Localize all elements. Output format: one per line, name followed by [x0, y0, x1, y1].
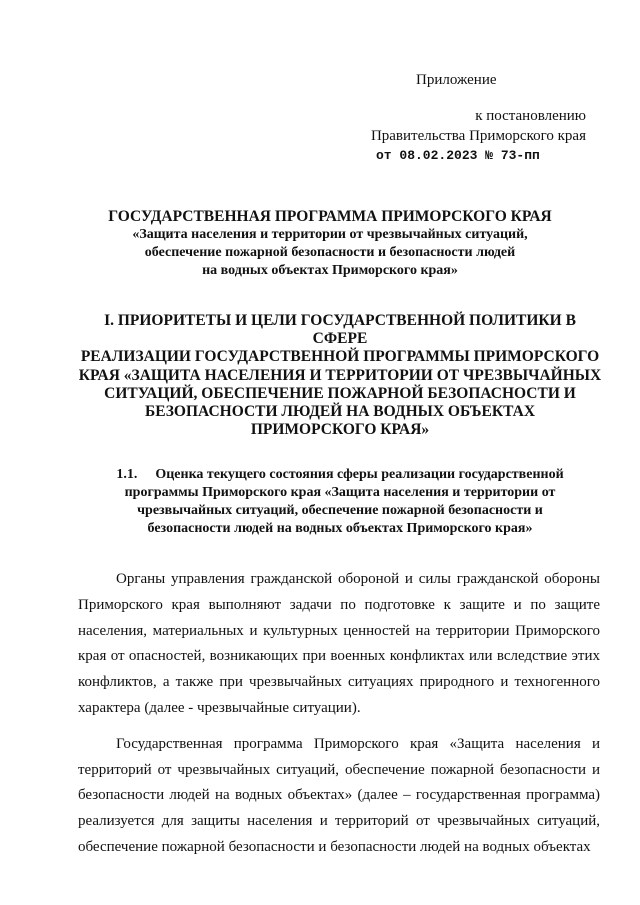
appendix-title: Приложение [416, 72, 497, 88]
section-heading-line: СИТУАЦИЙ, ОБЕСПЕЧЕНИЕ ПОЖАРНОЙ БЕЗОПАСНОСТИ И [104, 384, 576, 402]
subsection-heading [92, 466, 588, 538]
subsection-first-line [92, 466, 588, 484]
subsection-number: 1.1. [116, 467, 138, 482]
program-title-main: ГОСУДАРСТВЕННАЯ ПРОГРАММА ПРИМОРСКОГО КРАЯ [108, 208, 552, 225]
body-paragraph: Органы управления гражданской обороной и силы гражданской обороны Приморского края выполняют задачи по подготовке к защите и по защите населения, материальных и культурных ценностей на территории Приморского края от опасностей, возникающих при военных конфликтах или вследствие этих конфликтов, а также при чрезвычайных ситуациях природного и техногенного характера (далее - чрезвычайные ситуации). [78, 571, 600, 716]
body-text [78, 567, 600, 861]
appendix-gap [346, 90, 586, 106]
program-title-line: обеспечение пожарной безопасности и безопасности людей [144, 245, 516, 260]
appendix-decree-number: от 08.02.2023 № 73-пп [376, 148, 540, 163]
section-heading-line: БЕЗОПАСНОСТИ ЛЮДЕЙ НА ВОДНЫХ ОБЪЕКТАХ [144, 403, 536, 421]
program-title-line: «Защита населения и территории от чрезвычайных ситуаций, [132, 227, 528, 242]
subsection-line: программы Приморского края «Защита населения и территории от [124, 485, 556, 500]
body-paragraph: Государственная программа Приморского края «Защита населения и территорий от чрезвычайных ситуаций, обеспечение пожарной безопасности и безопасности людей на водных объектах» (далее – государственная программа) реализуется для защиты населения и территорий от чрезвычайных ситуаций, обеспечение пожарной безопасности и безопасности людей на водных объектах [78, 735, 600, 855]
appendix-line-2: Правительства Приморского края [370, 128, 586, 144]
appendix-line-1: к постановлению [475, 108, 586, 124]
section-heading-line: ПРИМОРСКОГО КРАЯ» [250, 421, 430, 439]
section-heading-line: I. ПРИОРИТЕТЫ И ЦЕЛИ ГОСУДАРСТВЕННОЙ ПОЛИТИКИ В СФЕРЕ [104, 312, 576, 348]
appendix-header [346, 70, 586, 166]
section-heading-line: КРАЯ «ЗАЩИТА НАСЕЛЕНИЯ И ТЕРРИТОРИИ ОТ ЧРЕЗВЫЧАЙНЫХ [78, 366, 602, 384]
program-title-line: на водных объектах Приморского края» [202, 263, 458, 278]
subsection-line: безопасности людей на водных объектах Приморского края» [147, 521, 533, 536]
section-heading [78, 312, 602, 439]
section-heading-line: РЕАЛИЗАЦИИ ГОСУДАРСТВЕННОЙ ПРОГРАММЫ ПРИМОРСКОГО [80, 348, 600, 366]
program-title [82, 208, 578, 280]
subsection-line: чрезвычайных ситуаций, обеспечение пожарной безопасности и [137, 503, 543, 518]
subsection-first-text: Оценка текущего состояния сферы реализации государственной [155, 467, 564, 482]
